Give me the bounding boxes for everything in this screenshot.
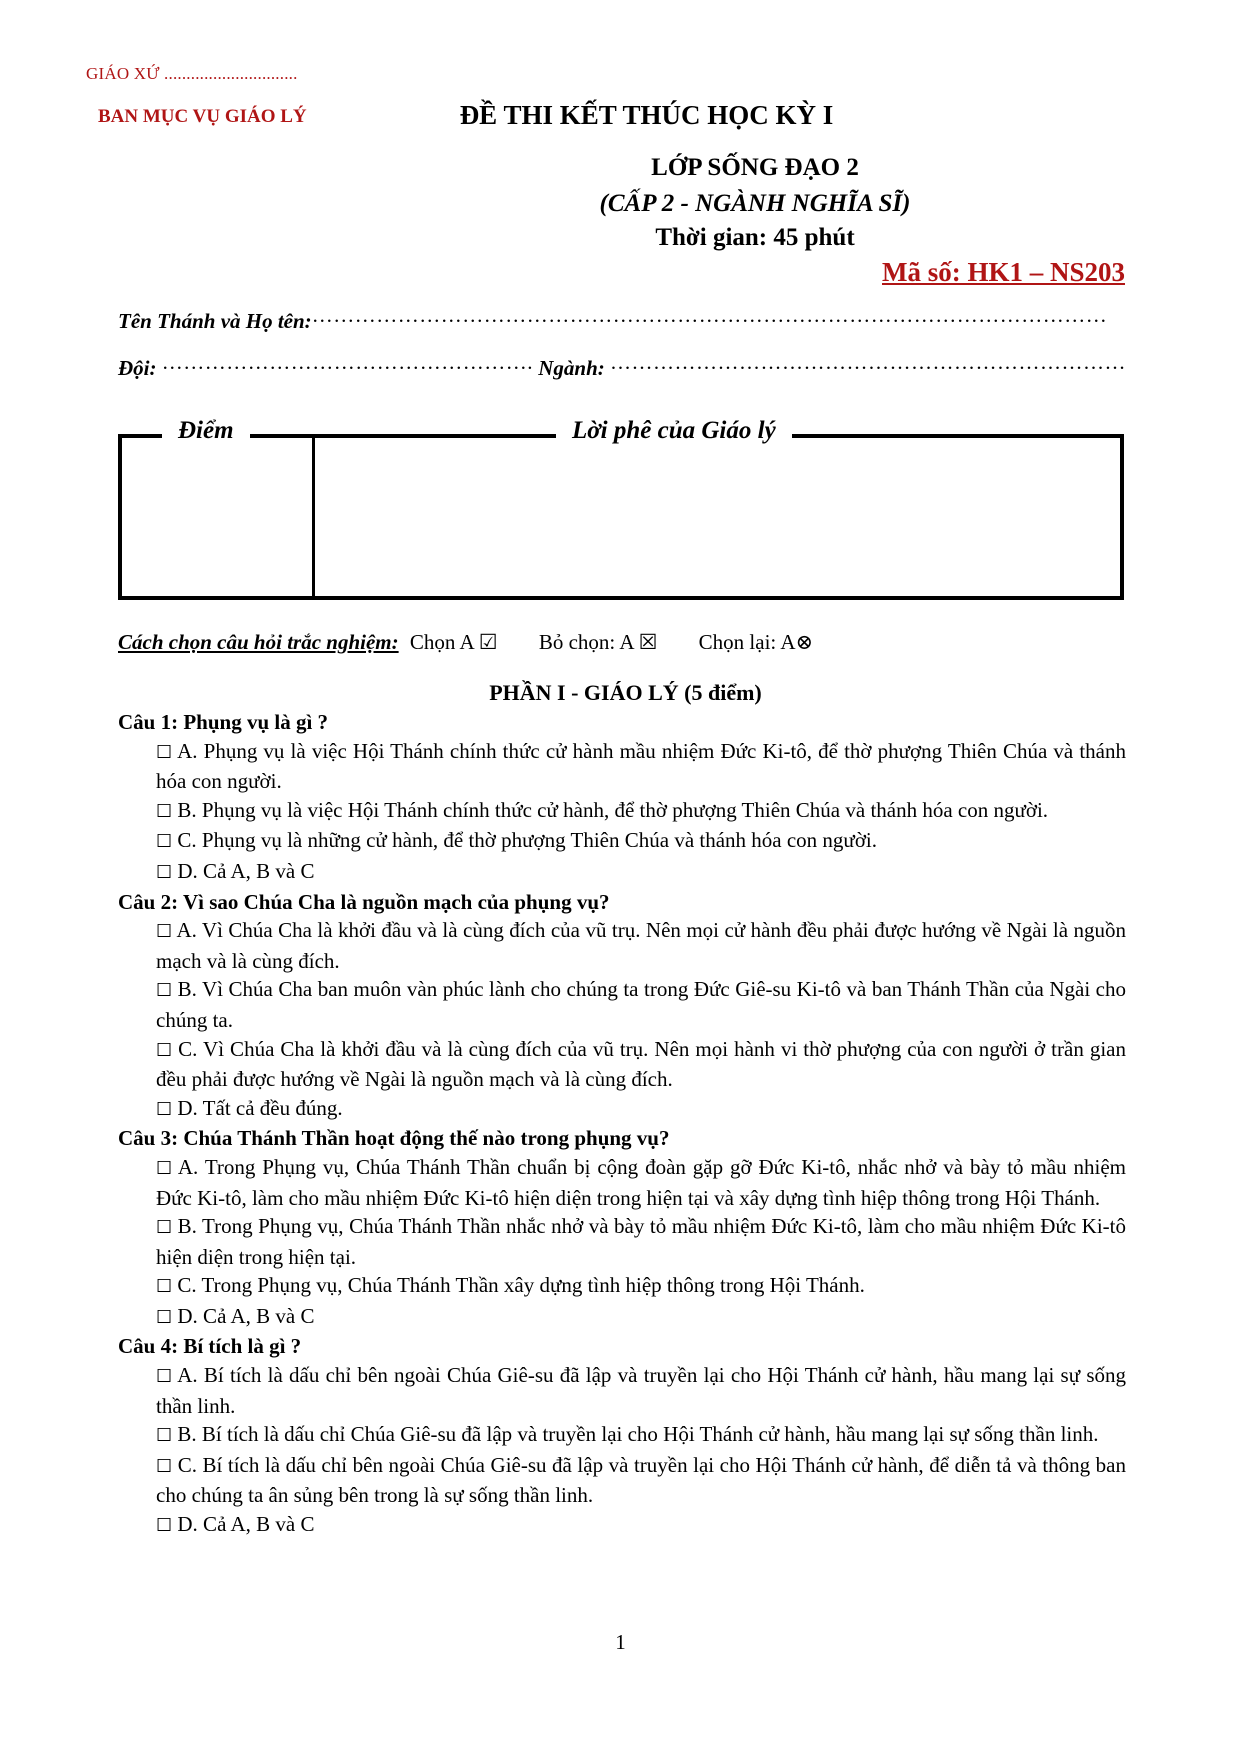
reselect-instruction: Chọn lại: A⊗ (698, 630, 814, 654)
answer-option-text: B. Bí tích là dấu chỉ Chúa Giê-su đã lập và truyền lại cho Hội Thánh cử hành, hầu mang lại sự sống thần linh. (177, 1422, 1099, 1447)
checkbox-icon[interactable]: ☐ (156, 800, 173, 822)
exam-code: Mã số: HK1 – NS203 (882, 257, 1125, 287)
checkbox-icon[interactable]: ☐ (156, 1157, 173, 1179)
answer-option-text: D. Tất cả đều đúng. (177, 1095, 343, 1120)
answer-option-text: D. Cả A, B và C (177, 858, 315, 883)
checkbox-icon[interactable]: ☐ (156, 1039, 173, 1061)
answer-option-text: A. Vì Chúa Cha là khởi đầu và là cùng đích của vũ trụ. Nên mọi cử hành đều phải được hướng về Ngài là nguồn mạch và là cùng đích. (156, 918, 1127, 973)
answer-option[interactable] (118, 1271, 1126, 1302)
team-branch-field[interactable] (118, 350, 1126, 381)
answer-option-text: A. Bí tích là dấu chỉ bên ngoài Chúa Giê-su đã lập và truyền lại cho Hội Thánh cử hành, hầu mang lại sự sống thần linh. (156, 1363, 1126, 1418)
question-title: Câu 4: Bí tích là gì ? (118, 1334, 302, 1359)
answer-option[interactable] (118, 1302, 1126, 1333)
team-label: Đội: (118, 356, 157, 380)
answer-option[interactable] (118, 975, 1126, 1034)
score-comment-box (118, 434, 1124, 600)
branch-label: Ngành: (538, 356, 605, 380)
checkbox-icon[interactable]: ☐ (156, 1515, 173, 1537)
question-title: Câu 3: Chúa Thánh Thần hoạt động thế nào trong phụng vụ? (118, 1126, 670, 1151)
answer-option[interactable] (118, 1153, 1126, 1212)
answer-option[interactable] (118, 916, 1126, 975)
answer-option-text: C. Bí tích là dấu chỉ bên ngoài Chúa Giê-su đã lập và truyền lại cho Hội Thánh cử hành, để diễn tả và thông ban cho chúng ta ân sủng bên trong là sự sống thần linh. (156, 1452, 1127, 1508)
question-title: Câu 2: Vì sao Chúa Cha là nguồn mạch của phụng vụ? (118, 889, 610, 914)
answer-option[interactable] (118, 1361, 1126, 1420)
instructions-label: Cách chọn câu hỏi trắc nghiệm: (118, 630, 399, 654)
answer-option-text: B. Phụng vụ là việc Hội Thánh chính thức cử hành, để thờ phượng Thiên Chúa và thánh hóa con người. (177, 797, 1049, 822)
answer-option-text: A. Phụng vụ là việc Hội Thánh chính thức cử hành mầu nhiệm Đức Ki-tô, để thờ phượng Thiên Chúa và thánh hóa con người. (156, 738, 1126, 794)
page-number: 1 (615, 1630, 626, 1654)
score-label: Điểm (162, 417, 250, 445)
answer-option[interactable] (118, 796, 1126, 827)
answer-option-text: D. Cả A, B và C (177, 1512, 315, 1537)
checkbox-icon[interactable]: ☐ (156, 861, 173, 883)
answer-instructions (118, 630, 813, 655)
checkbox-icon[interactable]: ☐ (156, 1276, 173, 1298)
section-title: PHẦN I - GIÁO LÝ (5 điểm) (489, 680, 762, 705)
answer-option[interactable] (118, 737, 1126, 796)
branch-blank[interactable]: ……………………………………………………………… (610, 350, 1127, 374)
answer-option[interactable] (118, 1035, 1126, 1094)
parish-label: GIÁO XỨ .............................. (86, 64, 298, 83)
answer-option-text: D. Cả A, B và C (177, 1303, 315, 1328)
checkbox-icon[interactable]: ☐ (156, 741, 173, 763)
student-name-field[interactable] (118, 303, 1107, 334)
answer-option[interactable] (118, 1212, 1126, 1271)
answer-option[interactable] (118, 857, 1126, 888)
checkbox-icon[interactable]: ☐ (156, 921, 173, 943)
answer-option-text: B. Trong Phụng vụ, Chúa Thánh Thần nhắc nhở và bày tỏ mầu nhiệm Đức Ki-tô, làm cho mầu nhiệm Đức Ki-tô hiện diện trong hiện tại. (156, 1214, 1126, 1269)
comment-label: Lời phê của Giáo lý (556, 417, 792, 445)
checkbox-icon[interactable]: ☐ (156, 980, 173, 1002)
answer-option-text: C. Trong Phụng vụ, Chúa Thánh Thần xây dựng tình hiệp thông trong Hội Thánh. (177, 1273, 865, 1298)
checkbox-icon[interactable]: ☐ (156, 1098, 173, 1120)
checkbox-icon[interactable]: ☐ (156, 1217, 173, 1239)
answer-option[interactable] (118, 1451, 1126, 1510)
team-blank[interactable]: ……………………………………………. (161, 350, 533, 374)
answer-option-text: B. Vì Chúa Cha ban muôn vàn phúc lành cho chúng ta trong Đức Giê-su Ki-tô và ban Thánh Thần của Ngài cho chúng ta. (156, 977, 1127, 1032)
select-instruction: Chọn A ☑ (409, 630, 498, 654)
exam-duration: Thời gian: 45 phút (655, 224, 855, 251)
checkbox-icon[interactable]: ☐ (156, 1425, 173, 1447)
answer-option-text: A. Trong Phụng vụ, Chúa Thánh Thần chuẩn bị cộng đoàn gặp gỡ Đức Ki-tô, nhắc nhở và bày tỏ mầu nhiệm Đức Ki-tô, làm cho mầu nhiệm Đức Ki-tô hiện diện trong hiện tại và xây dựng tình hiệp thông trong Hội Thánh. (156, 1154, 1126, 1210)
answer-option[interactable] (118, 1420, 1126, 1451)
answer-option[interactable] (118, 1510, 1126, 1541)
student-name-blank[interactable]: ………………………………………………………………………………………………… (311, 303, 1108, 327)
question-list (118, 708, 1126, 1541)
checkbox-icon[interactable]: ☐ (156, 831, 173, 853)
answer-option-text: C. Phụng vụ là những cử hành, để thờ phượng Thiên Chúa và thánh hóa con người. (177, 828, 878, 853)
checkbox-icon[interactable]: ☐ (156, 1455, 173, 1477)
answer-option[interactable] (118, 826, 1126, 857)
student-name-label: Tên Thánh và Họ tên: (118, 309, 312, 333)
class-name: LỚP SỐNG ĐẠO 2 (651, 154, 859, 181)
answer-option-text: C. Vì Chúa Cha là khởi đầu và là cùng đích của vũ trụ. Nên mọi hành vi thờ phượng của con người ở trần gian đều phải được hướng về Ngài là nguồn mạch và là cùng đích. (156, 1036, 1126, 1092)
checkbox-icon[interactable]: ☐ (156, 1366, 173, 1388)
question-title: Câu 1: Phụng vụ là gì ? (118, 710, 329, 734)
deselect-instruction: Bỏ chọn: A ☒ (538, 630, 658, 654)
answer-option[interactable] (118, 1094, 1126, 1125)
checkbox-icon[interactable]: ☐ (156, 1306, 173, 1328)
class-subtitle: (CẤP 2 - NGÀNH NGHĨA SĨ) (599, 190, 911, 217)
ministry-label: BAN MỤC VỤ GIÁO LÝ (98, 106, 307, 127)
exam-title: ĐỀ THI KẾT THÚC HỌC KỲ I (459, 100, 834, 130)
score-box-divider (312, 434, 315, 600)
